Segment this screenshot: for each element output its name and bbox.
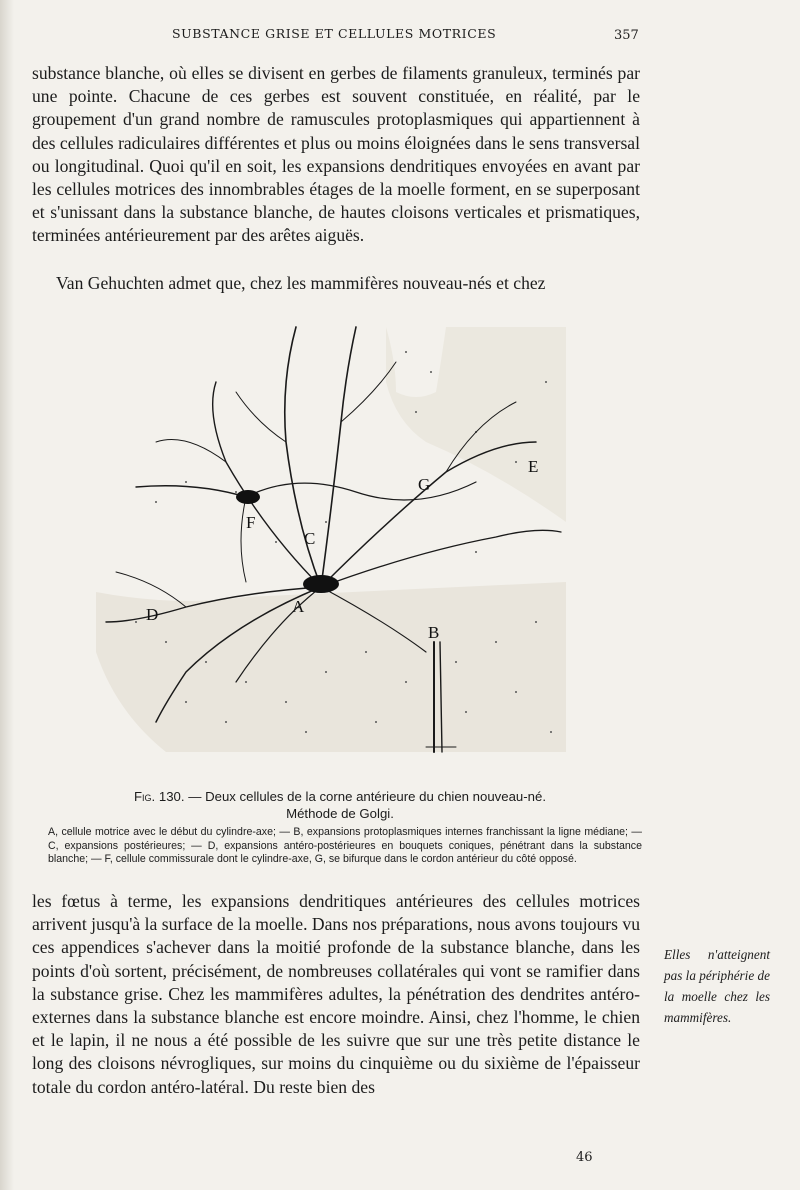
page-number: 357: [614, 28, 639, 43]
golgi-illustration: [96, 322, 566, 762]
paragraph-2: Van Gehuchten admet que, chez les mammifères nouveau-nés et chez: [56, 273, 546, 293]
running-title: SUBSTANCE GRISE ET CELLULES MOTRICES: [172, 26, 497, 41]
label-E: E: [528, 457, 539, 476]
caption-method: Méthode de Golgi.: [286, 806, 394, 821]
label-C: C: [304, 529, 316, 548]
cell-bodies: [236, 490, 339, 593]
paragraph-1: substance blanche, où elles se divisent en gerbes de filaments granuleux, terminés par une pointe. Chacune de ces gerbes est souvent constituée, en réalité, par le groupement d'un grand nombre de ramuscules protoplasmiques qui appartiennent à des cellules radiculaires différentes et plus ou moins éloignées dans le sens transversal ou longitudinal. Quoi qu'il en soit, les expansions dendritiques envoyées en avant par les cellules motrices des innombrables étages de la moelle forment, en se superposant et s'unissant dans la substance blanche, de hautes cloisons verticales et prismatiques, terminées antérieurement par des arêtes aiguës.: [32, 63, 640, 246]
margin-note: Elles n'atteignent pas la périphérie de la moelle chez les mammifères.: [664, 947, 770, 1025]
label-F: F: [246, 513, 256, 532]
label-D: D: [146, 605, 159, 624]
signature-mark: 46: [576, 1150, 593, 1165]
paragraph-3: les fœtus à terme, les expansions dendritiques antérieures des cellules motrices arrivent jusqu'à la surface de la moelle. Dans nos préparations, nous avons toujours vu ces appendices s'achever dans la moitié profonde de la substance blanche, dans les points d'où sortent, précisément, de nombreuses collatérales qui vont se ramifier dans la substance grise. Chez les mammifères adultes, la pénétration des dendrites antéro-externes dans la substance blanche est encore moindre. Ainsi, chez l'homme, le chien et le lapin, il ne nous a été possible de les suivre que sur une très petite distance le long des cloisons névrogliques, sur moins du cinquième ou du sixième de l'épaisseur totale du cordon antéro-latéral. Du reste bien des: [32, 891, 640, 1097]
label-G: G: [418, 475, 431, 494]
page-edge-shadow: [0, 0, 14, 1190]
figure-caption: [60, 788, 620, 822]
caption-title: — Deux cellules de la corne antérieure du chien nouveau-né.: [188, 789, 546, 804]
caption-number: Fig. 130.: [134, 789, 185, 804]
label-B: B: [428, 623, 440, 642]
figure-legend: A, cellule motrice avec le début du cylindre-axe; — B, expansions protoplasmiques internes franchissant la ligne médiane; — C, expansions postérieures; — D, expansions antéro-postérieures en bouquets coniques, pénétrant dans la substance blanche; — F, cellule commissurale dont le cylindre-axe, G, se bifurque dans le cordon antérieur du côté opposé.: [48, 826, 642, 866]
figure-130: [96, 322, 566, 762]
label-A: A: [292, 597, 305, 616]
gray-matter-stipple: [96, 327, 566, 752]
